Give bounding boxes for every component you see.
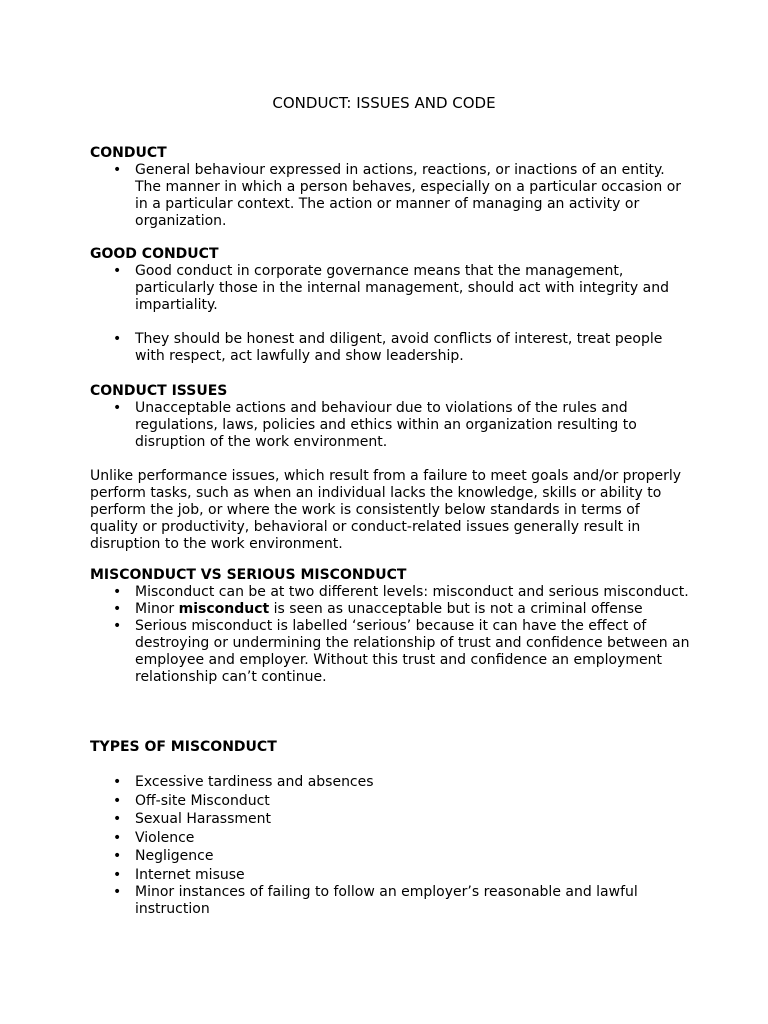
types-list (90, 773, 690, 918)
conduct-issues-list (90, 400, 690, 451)
good-conduct-list (90, 263, 690, 314)
conduct-list (90, 162, 690, 230)
heading-conduct: CONDUCT (90, 145, 167, 161)
list-item: • Unacceptable actions and behaviour due to violations of the rules and regulations, laws, policies and ethics within an organization resulting to disruption of the work environment. (90, 400, 690, 451)
list-item: • General behaviour expressed in actions, reactions, or inactions of an entity. The manner in which a person behaves, especially on a particular occasion or in a particular context. The action or manner of managing an activity or organization. (90, 162, 690, 230)
item-text-post: is seen as unacceptable but is not a criminal offense (269, 601, 643, 617)
good-conduct-list-2 (90, 331, 690, 365)
section-types-list (90, 773, 690, 918)
list-item: • Off-site Misconduct (90, 792, 690, 811)
list-item (90, 601, 690, 618)
section-performance-paragraph (90, 468, 690, 553)
list-item: • Minor instances of failing to follow an employer’s reasonable and lawful instruction (90, 884, 690, 918)
list-item: • They should be honest and diligent, avoid conflicts of interest, treat people with respect, act lawfully and show leadership. (90, 331, 690, 365)
section-misconduct-vs (90, 567, 690, 686)
item-text-pre: Minor (135, 601, 179, 617)
list-item: • Violence (90, 829, 690, 848)
list-item: • Internet misuse (90, 866, 690, 885)
list-item: • Serious misconduct is labelled ‘serious’ because it can have the effect of destroying or undermining the relationship of trust and confidence between an employee and employer. Without this trust and confidence an employment relationship can’t continue. (90, 618, 690, 686)
heading-conduct-issues: CONDUCT ISSUES (90, 383, 228, 399)
heading-good-conduct: GOOD CONDUCT (90, 246, 219, 262)
heading-types: TYPES OF MISCONDUCT (90, 739, 277, 755)
heading-misconduct-vs: MISCONDUCT VS SERIOUS MISCONDUCT (90, 567, 407, 583)
list-item: • Good conduct in corporate governance means that the management, particularly those in the internal management, should act with integrity and impartiality. (90, 263, 690, 314)
document-title: CONDUCT: ISSUES AND CODE (272, 94, 496, 112)
list-item: • Misconduct can be at two different levels: misconduct and serious misconduct. (90, 584, 690, 601)
list-item: • Sexual Harassment (90, 810, 690, 829)
section-types (90, 739, 690, 756)
section-conduct-issues (90, 383, 690, 451)
list-item: • Negligence (90, 847, 690, 866)
list-item: • Excessive tardiness and absences (90, 773, 690, 792)
performance-paragraph: Unlike performance issues, which result from a failure to meet goals and/or properly perform tasks, such as when an individual lacks the knowledge, skills or ability to perform the job, or where the work is consistently below standards in terms of quality or productivity, behavioral or conduct-related issues generally result in disruption to the work environment. (90, 468, 681, 552)
section-conduct (90, 145, 690, 230)
item-text-bold: misconduct (178, 601, 270, 617)
section-good-conduct (90, 246, 690, 365)
misconduct-vs-list (90, 584, 690, 686)
